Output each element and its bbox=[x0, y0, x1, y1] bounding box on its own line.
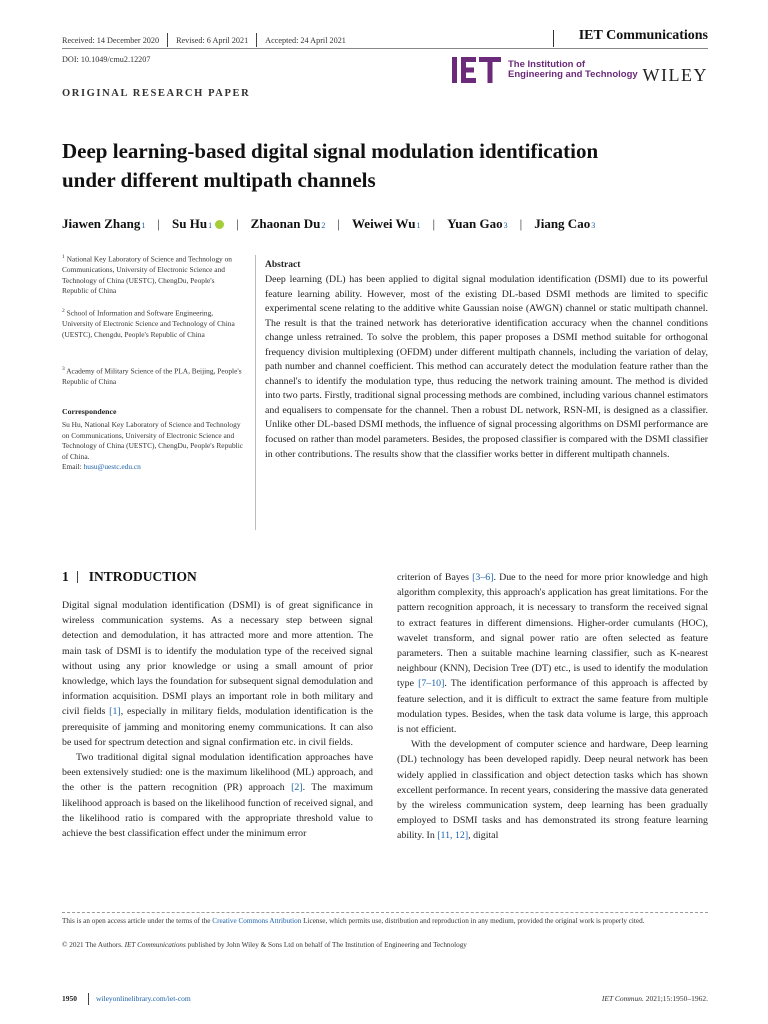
orcid-icon[interactable] bbox=[215, 220, 224, 229]
paragraph bbox=[62, 750, 373, 841]
text: . The identification performance of this approach is affected by feature selection, and it is difficult to extract the same feature from multiple modulation types. Besides, when the task data volume is large, this approach is not efficient. bbox=[397, 678, 708, 736]
text: criterion of Bayes bbox=[397, 572, 473, 583]
affiliation-1 bbox=[62, 252, 242, 297]
citation-link[interactable]: [11, 12] bbox=[437, 830, 469, 842]
received-date: Received: 14 December 2020 bbox=[62, 35, 160, 45]
affiliation-3 bbox=[62, 364, 242, 388]
citation-footer bbox=[602, 994, 708, 1003]
affiliation-ref[interactable]: 3 bbox=[503, 221, 508, 230]
affiliation-number: 3 bbox=[62, 366, 65, 372]
correspondence-heading: Correspondence bbox=[62, 407, 117, 416]
abstract-rule bbox=[255, 255, 256, 530]
journal-ref: IET Communications bbox=[124, 941, 186, 949]
affiliation-ref[interactable]: 2 bbox=[321, 221, 326, 230]
page-number: 1950 bbox=[62, 994, 77, 1003]
iet-line-2: Engineering and Technology bbox=[508, 69, 638, 80]
author-list bbox=[62, 216, 595, 232]
citation-link[interactable]: [1] bbox=[109, 706, 121, 718]
text: License, which permits use, distribution and reproduction in any medium, provided the original work is properly cited. bbox=[301, 917, 645, 925]
text: Two traditional digital signal modulation identification approaches have been extensively studied: one is the maximum likelihood (ML) approach, and the other is the pattern recognition (PR) approach bbox=[62, 752, 373, 794]
article-history bbox=[62, 33, 346, 47]
author-separator: | bbox=[337, 216, 341, 231]
journal-abbrev: IET Commun. bbox=[601, 994, 644, 1003]
paper-type: ORIGINAL RESEARCH PAPER bbox=[62, 88, 251, 99]
section-title: INTRODUCTION bbox=[88, 569, 197, 584]
iet-line-1: The Institution of bbox=[508, 58, 586, 70]
affiliation-ref[interactable]: 1 bbox=[416, 221, 421, 230]
title-line-2: under different multipath channels bbox=[62, 168, 376, 192]
text: Digital signal modulation identification (DSMI) is of great significance in wireless communication systems. As a necessary step between signal detection and demodulation, it has attracted more and more attention. The main task of DSMI is to identify the modulation type of the received signal without using any prior knowledge or using a small amount of prior knowledge, which lays the foundation for subsequent signal demodulation and information acquisition. DSMI plays an important role in both military and civil fields bbox=[62, 600, 373, 718]
section-heading bbox=[62, 569, 197, 585]
iet-logo[interactable] bbox=[452, 57, 638, 83]
text: published by John Wiley & Sons Ltd on behalf of The Institution of Engineering and Technology bbox=[185, 941, 467, 949]
text: © 2021 The Authors. bbox=[62, 941, 125, 949]
divider bbox=[77, 571, 78, 583]
footnote-rule bbox=[62, 912, 708, 913]
citation-link[interactable]: [3–6] bbox=[472, 572, 494, 583]
text: . Due to the need for more prior knowledge and high algorithm complexity, this approach's application has great limitations. For the pattern recognition approach, it is necessary to transform the received signal to extract features in different dimensions. Higher-order cumulants (HOC), wavelet transform, and signal power ratio are often selected as feature parameters. Then a suitable machine learning classifier, such as K-nearest neighbour (KNN), Decision Tree (DT) etc., is used to identify the modulation type bbox=[397, 572, 708, 690]
copyright-note bbox=[62, 939, 708, 951]
abstract-heading: Abstract bbox=[265, 260, 301, 270]
doi[interactable]: DOI: 10.1049/cmu2.12207 bbox=[62, 55, 151, 64]
citation-link[interactable]: [2] bbox=[291, 782, 303, 794]
author-name[interactable]: Weiwei Wu bbox=[352, 216, 416, 231]
journal-url-link[interactable]: wileyonlinelibrary.com/iet-com bbox=[96, 994, 191, 1003]
revised-date: Revised: 6 April 2021 bbox=[176, 35, 249, 45]
wiley-logo[interactable]: WILEY bbox=[642, 65, 708, 85]
author-name[interactable]: Su Hu bbox=[172, 216, 208, 231]
section-number: 1 bbox=[62, 569, 69, 584]
author-separator: | bbox=[236, 216, 239, 231]
author-separator: | bbox=[157, 216, 160, 231]
journal-name[interactable]: IET Communications bbox=[578, 28, 708, 43]
text: 2021;15:1950–1962. bbox=[643, 994, 708, 1003]
license-link[interactable]: Creative Commons Attribution bbox=[212, 917, 302, 925]
author-name[interactable]: Jiang Cao bbox=[534, 216, 591, 231]
body-column-right bbox=[397, 570, 708, 844]
email-link[interactable]: husu@uestc.edu.cn bbox=[83, 462, 141, 472]
iet-institution-name bbox=[508, 60, 638, 81]
divider bbox=[88, 993, 89, 1005]
citation-link[interactable]: [7–10] bbox=[418, 678, 445, 690]
text: . The maximum likelihood approach is based on the likelihood function of received signal, and the likelihood ratio is compared with the appropriate threshold value to achieve the best classification effect under the minimum error bbox=[62, 782, 373, 840]
body-column-left bbox=[62, 598, 373, 841]
affiliation-ref[interactable]: 1 bbox=[208, 221, 213, 230]
author-name[interactable]: Yuan Gao bbox=[447, 216, 503, 231]
accepted-date: Accepted: 24 April 2021 bbox=[265, 35, 346, 45]
correspondence bbox=[62, 420, 248, 473]
header-rule bbox=[62, 48, 708, 49]
paper-title bbox=[62, 137, 702, 195]
divider bbox=[167, 33, 168, 47]
affiliation-number: 1 bbox=[62, 254, 65, 260]
paragraph bbox=[397, 737, 708, 843]
text: , digital bbox=[468, 830, 499, 842]
correspondence-text: Su Hu, National Key Laboratory of Science and Technology on Communications, University of Electronic Science and Technology of China (UESTC), ChengDu, People's Republic of China. bbox=[62, 420, 244, 461]
divider bbox=[553, 30, 554, 47]
author-name[interactable]: Jiawen Zhang bbox=[62, 216, 141, 231]
author-separator: | bbox=[519, 216, 523, 231]
title-line-1: Deep learning-based digital signal modulation identification bbox=[62, 139, 599, 163]
text: With the development of computer science and hardware, Deep learning (DL) technology has been developed rapidly. Deep neural network has been widely applied in classification and object detection tasks which has shown excellent performance. In recent years, considering the massive data generated by the wireless communication system, deep learning has been gradually employed to DSMI tasks and has demonstrated its strong feature learning ability. In bbox=[397, 739, 708, 842]
affiliation-text: School of Information and Software Engineering, University of Electronic Science and Technology of China (UESTC), Chengdu, People's Republic of China bbox=[62, 308, 235, 339]
iet-logo-icon bbox=[452, 57, 502, 83]
text: This is an open access article under the terms of the bbox=[62, 917, 213, 925]
abstract-body: Deep learning (DL) has been applied to digital signal modulation identification (DSMI) due to its powerful feature learning ability. However, most of the existing DL-based DSMI methods are limited to specific experimental scene relating to the additive white Gaussian noise (AWGN) channel or static multipath channel. The result is that the trained network has deteriorative identification accuracy when the channel conditions change unless retrained. To solve the problem, this paper proposes a DSMI method suitable for orthogonal frequency division multiplexing (OFDM) under different multipath channels, including the variation of delay, path number and channel coefficient. This method can accurately detect the modulation feature rather than the channel's to identify the modulation type, thus reducing the network training amount. The method is divided into two parts. Firstly, traditional signal processing methods are combined, including various channel estimators and equalisers to compensate for the channel. Then a robust DL network, RSN-MI, is designed as a classifier. Unlike other DL-based DSMI methods, the influence of signal processing algorithms on DSMI performance are focused on rather than model parameters. Besides, the proposed classifier is compared with the DSMI classifier in other contributions. The results show that the classifier works better in different multipath channels. bbox=[265, 274, 708, 460]
author-name[interactable]: Zhaonan Du bbox=[250, 216, 321, 231]
paragraph bbox=[62, 598, 373, 750]
affiliation-text: Academy of Military Science of the PLA, Beijing, People's Republic of China bbox=[62, 366, 242, 387]
license-note bbox=[62, 915, 708, 927]
affiliation-ref[interactable]: 3 bbox=[591, 221, 596, 230]
divider bbox=[256, 33, 257, 47]
affiliation-number: 2 bbox=[62, 308, 65, 314]
affiliation-text: National Key Laboratory of Science and Technology on Communications, University of Electronic Science and Technology of China (UESTC), ChengDu, People's Republic of China bbox=[62, 254, 232, 296]
affiliation-2 bbox=[62, 306, 242, 340]
email-label: Email: bbox=[62, 462, 84, 472]
affiliation-ref[interactable]: 1 bbox=[141, 221, 146, 230]
paragraph bbox=[397, 570, 708, 737]
text: , especially in military fields, modulation identification is the prerequisite of jamming and monitoring enemy communications. It can also be used for spectrum detection and signal confirmation etc. in civil fields. bbox=[62, 706, 373, 748]
author-separator: | bbox=[432, 216, 436, 231]
